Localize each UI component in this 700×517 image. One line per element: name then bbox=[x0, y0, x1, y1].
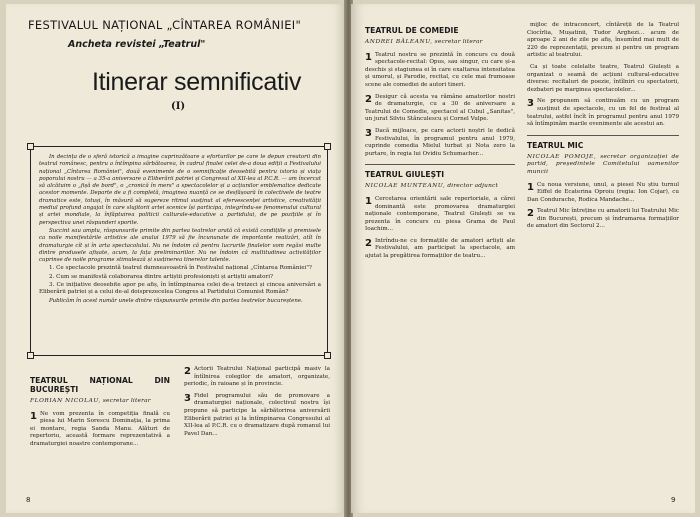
answer-item bbox=[365, 196, 515, 234]
section-divider bbox=[527, 135, 679, 136]
intro-paragraph: Succint sau amplu, răspunsurile primite din partea teatrelor arată că există condițiile și premisele ca noile manifestările artistice ale anului 1979 să fie încununate de importante realizări, atît în dramaturgie cît și în arta spectacolului. Nu ne îndoim că pentru lucrurile finalelor vom regăsi multe dintre produsele afișate, acum, la fața preliminariilor. Nu ne îndoim că multitudinea activităților cuprinse de noile programe stimulează și susținerea tinerelor talente. bbox=[39, 227, 321, 264]
left-page bbox=[6, 4, 346, 513]
answer-text: Intrîndu-ne cu formațiile de amatori artiști ale Festivalului, am participat la spectacole, am ajutat la pregătirea formațiilor de teatru... bbox=[365, 237, 515, 260]
answer-text: mijloc de intraconcert, cîntăreții de la Teatrul Ciocîrlia, Mușatinii, Tudor Arghezi... acum de aproape 2 ani de zile pe afiș, însumînd mai mult de 220 de reprezentații, precum și pentru un program artistic al teatrului. bbox=[527, 22, 679, 59]
answer-item bbox=[365, 94, 515, 124]
author-line bbox=[365, 39, 515, 47]
answer-number: 3 bbox=[365, 127, 372, 139]
author-name: NICOLAE POMOJE, bbox=[527, 153, 597, 160]
answer-item bbox=[527, 208, 679, 231]
left-column-1 bbox=[30, 376, 170, 453]
answer-item bbox=[527, 98, 679, 128]
answer-text: Ca și toate celelalte teatre, Teatrul Giulești a organizat o seamă de acțiuni cultural-educative diverse: recitaluri de poezie, întîlniri cu spectatorii, dezbateri pe marginea spectacolelor... bbox=[527, 63, 679, 93]
corner-ornament bbox=[324, 352, 331, 359]
author-role: secretar literar bbox=[102, 398, 151, 404]
answer-text: Fidel programului său de promovare a dramaturgiei naționale, colectivul nostru își propune să participe la sărbătorirea aniversării Eliberării patriei și la întîmpinarea Congresului al XII-lea al P.C.R. cu o dramatizare după romanul lui Pavel Dan... bbox=[184, 392, 330, 437]
answer-number: 1 bbox=[365, 195, 372, 207]
right-page bbox=[351, 4, 695, 513]
corner-ornament bbox=[324, 143, 331, 150]
section-heading: TEATRUL GIULEȘTI bbox=[365, 170, 445, 180]
section-heading: TEATRUL DE COMEDIE bbox=[365, 26, 459, 35]
page-number: 8 bbox=[26, 496, 31, 504]
author-line bbox=[527, 154, 679, 177]
answer-number: 3 bbox=[184, 392, 191, 404]
author-role: secretar literar bbox=[434, 39, 483, 45]
answer-item bbox=[184, 366, 330, 389]
intro-text bbox=[39, 154, 321, 306]
answer-number: 1 bbox=[30, 410, 37, 422]
page-number: 9 bbox=[671, 496, 676, 504]
corner-ornament bbox=[27, 143, 34, 150]
answer-item bbox=[365, 52, 515, 90]
author-name: NICOLAE MUNTEANU, bbox=[365, 183, 446, 190]
author-line bbox=[30, 398, 170, 406]
section-divider bbox=[365, 164, 515, 165]
answer-number: 2 bbox=[527, 208, 534, 220]
part-number: (I) bbox=[171, 101, 186, 112]
author-line bbox=[365, 183, 515, 191]
answer-item bbox=[527, 22, 679, 60]
answer-text: Teatrul nostru se prezintă în concurs cu două spectacole-recital: Opus, sau singur, cu care și-a deschis și stagiunea ei în care exaltarea intensitatea și umorul, și Parodie, recital, cu cele mai frumoase scene ale comediei de autori tineri. bbox=[365, 51, 515, 88]
festival-title: FESTIVALUL NAȚIONAL „CÎNTAREA ROMÂNIEI" bbox=[28, 18, 302, 32]
question-1: 1. Ce spectacole prezintă teatrul dumneavoastră în Festivalul național „Cîntarea României"? bbox=[49, 265, 312, 272]
intro-paragraph: In decința de o sferă istorică a imagine cuprinzătoare a eforturilor pe care le depun creatorii din teatrul românesc, pentru a întîmpina sărbătoarea, în cadrul finalei celei de-a doua ediții a Festivalului național „Cîntarea României", două evenimente de o semnificație deosebită pentru istoria și viața poporului nostru — a 35-a aniversare a Eliberării patriei și Congresul al XII-lea al P.C.R. — am încercat să alcătuim o „fișă de bord", o „cronică în mers" a spectacolelor și a acțiunilor emblematice dedicate acestor momente. Departe de a fi completă, imaginea nuanță ce se desfășoară în colectivele de teatre dramatice este, totuși, în măsură să sugereze ritmul susținut al efervescenței artistice, creativității mediul profund angajat în care slujitorii artei scenice își participa, integrîndu-se fenomenului cultural și artei mondiale, la înfăptuirea politicii culturale-educative a partidului, de pe pozițiile și în perspectiva unei răspunderi sporite. bbox=[39, 154, 321, 226]
survey-heading: Ancheta revistei „Teatrul" bbox=[68, 39, 206, 50]
answer-item bbox=[184, 393, 330, 439]
answer-item bbox=[30, 411, 170, 449]
section-heading: TEATRUL NAȚIONAL DIN BUCUREȘTI bbox=[30, 376, 170, 394]
question-3: 3. Ce inițiative deosebite apor pe afiș, în întîmpinarea celei de-a treizeci și cincea aniversări a Eliberării patriei și a celui de-al doisprezecelea Congres al Partidului Comunist Român? bbox=[39, 282, 321, 296]
question-2: 2. Cum se manifestă colaborarea dintre artiștii profesioniști și artiștii amatori? bbox=[49, 273, 273, 280]
answer-number: 2 bbox=[365, 93, 372, 105]
answer-item bbox=[527, 182, 679, 205]
author-name: FLORIAN NICOLAU, bbox=[30, 398, 101, 404]
answer-text: Dacă mijloace, pe care actorii noștri le dedică Festivalului, în programul pentru anul 1979, cuprinde comedia Mielul turbat și Nota zero la purtare, în regia lui Ovidiu Schumacher... bbox=[365, 127, 515, 157]
answer-item bbox=[365, 128, 515, 158]
corner-ornament bbox=[27, 352, 34, 359]
right-column-2 bbox=[527, 22, 679, 235]
answer-number: 1 bbox=[527, 181, 534, 193]
answer-text: Actorii Teatrului Național participă masiv la întîlnirea colegilor de amatori, organizate, periodic, în raioane și în provincie. bbox=[184, 366, 330, 388]
author-name: ANDREI BĂLEANU, bbox=[365, 39, 433, 45]
answer-item bbox=[365, 238, 515, 261]
answer-text: Teatrul Mic întreține cu amatorii lui Teatrului Mic din București, precum și îndrumarea formațiilor de amatori din Sectorul 2... bbox=[527, 208, 679, 230]
intro-closing: Publicăm în acest număr unele dintre răspunsurile primite din partea teatrelor bucureștene. bbox=[49, 297, 303, 304]
intro-box bbox=[30, 146, 328, 356]
author-role: director adjunct bbox=[447, 183, 499, 190]
answer-text: Cercetarea orientării sale repertoriale, a cărei dominantă este promovarea dramaturgiei naționale contemporane, Teatrul Giulești se va prezenta în concurs cu piesa Grama de Paul Ioachim... bbox=[365, 195, 515, 233]
author-role: secretar organizației de partid, președintele Comitetului oamenilor muncii bbox=[527, 153, 679, 175]
article-title: Itinerar semnificativ bbox=[92, 68, 302, 96]
answer-item bbox=[527, 64, 679, 94]
answer-text: Ne vom prezenta în competiția finală cu piesa lui Marin Sorescu Dominația, la prima ei montare, regia Sanda Manu. Alături de repertoriu, această formare reprezentativă a dramaturgiei noastre contemporane... bbox=[30, 410, 170, 447]
answer-number: 1 bbox=[365, 51, 372, 63]
answer-number: 2 bbox=[184, 366, 191, 377]
answer-text: Ne propunem să continuăm cu un program susținut de spectacole, cu un fel de festival al teatrului, astfel încît în programul pentru anul 1979 să întîmpinăm marile evenimente ale acestui an. bbox=[527, 98, 679, 128]
answer-number: 3 bbox=[527, 98, 534, 110]
section-heading: TEATRUL MIC bbox=[527, 140, 584, 150]
left-column-2 bbox=[184, 366, 330, 442]
right-column-1 bbox=[365, 26, 515, 265]
answer-text: Cu noua versiune, unul, a piesei Nu știu turnul Eiffel de Ecaterina Oproiu (regia: Ion Cojar), cu Dan Condurache, Rodica Mandache... bbox=[527, 181, 679, 203]
answer-number: 2 bbox=[365, 237, 372, 249]
answer-text: Desigur că acesta va rămâne amatorilor nostri de dramaturgie, cu a 30 de aniversare a Teatrului de Comedie, spectacol al Cubul „Sanitas", un jurat Silviu Stănculescu și Cornel Vulpe. bbox=[365, 93, 515, 123]
